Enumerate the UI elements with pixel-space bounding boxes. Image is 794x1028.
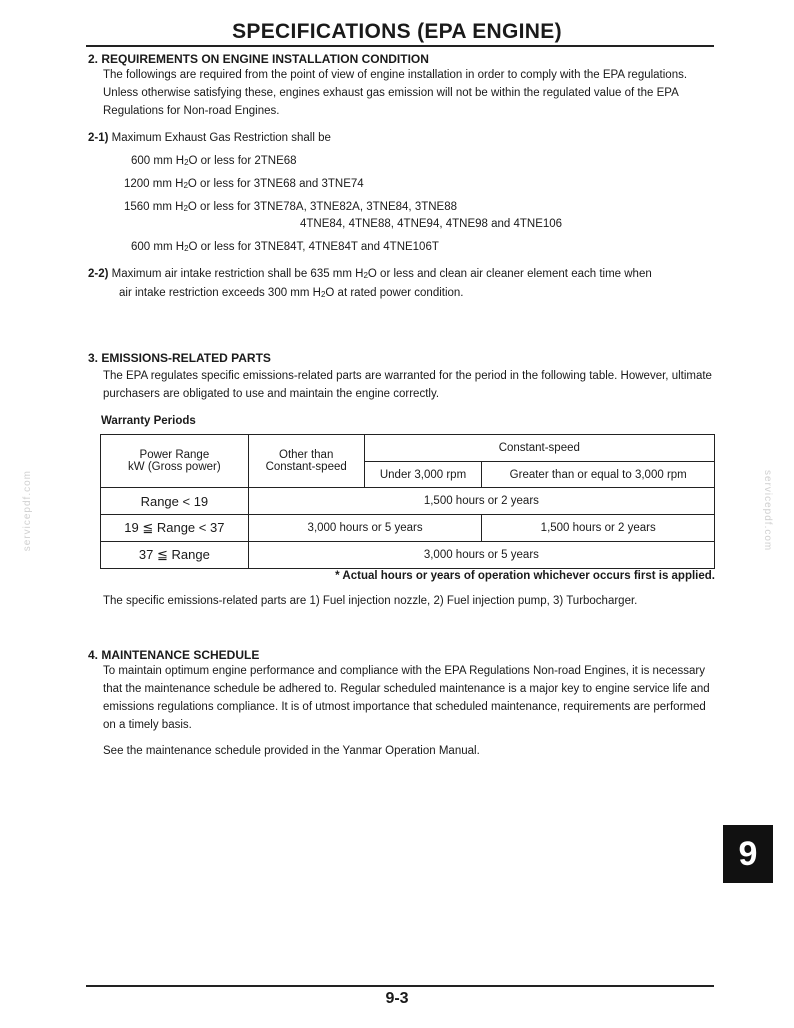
header-other-than: Other than Constant-speed xyxy=(248,435,364,488)
section-3-intro: The EPA regulates specific emissions-related parts are warranted for the period in the following table. However, ultimate purchasers are obligated to use and maintain the engine correctly. xyxy=(103,370,712,400)
row-value: 1,500 hours or 2 years xyxy=(482,515,715,542)
row-value: 3,000 hours or 5 years xyxy=(248,515,482,542)
page-title: SPECIFICATIONS (EPA ENGINE) xyxy=(232,20,562,43)
section-2-heading: 2. REQUIREMENTS ON ENGINE INSTALLATION CONDITION xyxy=(88,52,429,66)
row-label: Range < 19 xyxy=(101,488,249,515)
row-label: 37 ≦ Range xyxy=(101,542,249,569)
footer-rule xyxy=(86,985,714,987)
table-row xyxy=(101,488,715,515)
header-under-3000: Under 3,000 rpm xyxy=(364,462,482,488)
table-row xyxy=(101,515,715,542)
item-2-2: 2-2) Maximum air intake restriction shall be 635 mm $H_2O$ or less and clean air cleaner element each time when xyxy=(88,268,652,280)
item-2-1-number: 2-1) xyxy=(88,132,109,144)
restriction-continuation: 4TNE84, 4TNE88, 4TNE94, 4TNE98 and 4TNE106 xyxy=(300,218,563,230)
restriction-line: 600 mm $H_2O$ or less for 2TNE68 xyxy=(131,155,297,167)
section-4-see: See the maintenance schedule provided in the Yanmar Operation Manual. xyxy=(103,745,480,757)
table-header-row xyxy=(101,435,715,462)
item-2-1-text: Maximum Exhaust Gas Restriction shall be xyxy=(111,132,331,144)
restriction-line: 600 mm $H_2O$ or less for 3TNE84T, 4TNE84T and 4TNE106T xyxy=(131,241,439,253)
parts-text: The specific emissions-related parts are 1) Fuel injection nozzle, 2) Fuel injection pump, 3) Turbocharger. xyxy=(103,595,638,607)
header-power-range: Power Range kW (Gross power) xyxy=(101,435,249,488)
section-4-heading: 4. MAINTENANCE SCHEDULE xyxy=(88,648,260,662)
title-rule xyxy=(86,45,714,47)
table-row xyxy=(101,542,715,569)
row-value: 3,000 hours or 5 years xyxy=(248,542,714,569)
chapter-tab: 9 xyxy=(723,825,773,883)
watermark-right: servicepdf.com xyxy=(762,470,773,552)
section-2-intro: The followings are required from the point of view of engine installation in order to comply with the EPA regulations. Unless otherwise satisfying these, engines exhaust gas emission will not be within the regulated value of the EPA Regulations for Non-road Engines. xyxy=(103,69,688,117)
item-2-2-continuation: air intake restriction exceeds 300 mm $H_2O$ at rated power condition. xyxy=(119,287,464,299)
warranty-table xyxy=(100,434,715,569)
restriction-line: 1560 mm $H_2O$ or less for 3TNE78A, 3TNE82A, 3TNE84, 3TNE88 xyxy=(124,201,458,213)
warranty-table-title: Warranty Periods xyxy=(101,415,196,427)
item-2-2-number: 2-2) xyxy=(88,268,109,280)
restriction-line: 1200 mm $H_2O$ or less for 3TNE68 and 3TNE74 xyxy=(124,178,364,190)
section-3-heading: 3. EMISSIONS-RELATED PARTS xyxy=(88,351,271,365)
table-footnote: * Actual hours or years of operation whichever occurs first is applied. xyxy=(335,570,715,582)
row-value: 1,500 hours or 2 years xyxy=(248,488,714,515)
watermark-left: servicepdf.com xyxy=(22,470,33,552)
header-constant-speed: Constant-speed xyxy=(364,435,714,462)
item-2-1 xyxy=(88,132,331,144)
section-4-body: To maintain optimum engine performance and compliance with the EPA Regulations Non-road Engines, it is necessary that the maintenance schedule be adhered to. Regular scheduled maintenance is a major key to engine service life and emissions regulations compliance. It is of utmost importance that scheduled maintenance, requirements are performed on a timely basis. xyxy=(103,665,710,731)
row-label: 19 ≦ Range < 37 xyxy=(101,515,249,542)
page-number: 9-3 xyxy=(385,990,409,1007)
header-over-3000: Greater than or equal to 3,000 rpm xyxy=(482,462,715,488)
